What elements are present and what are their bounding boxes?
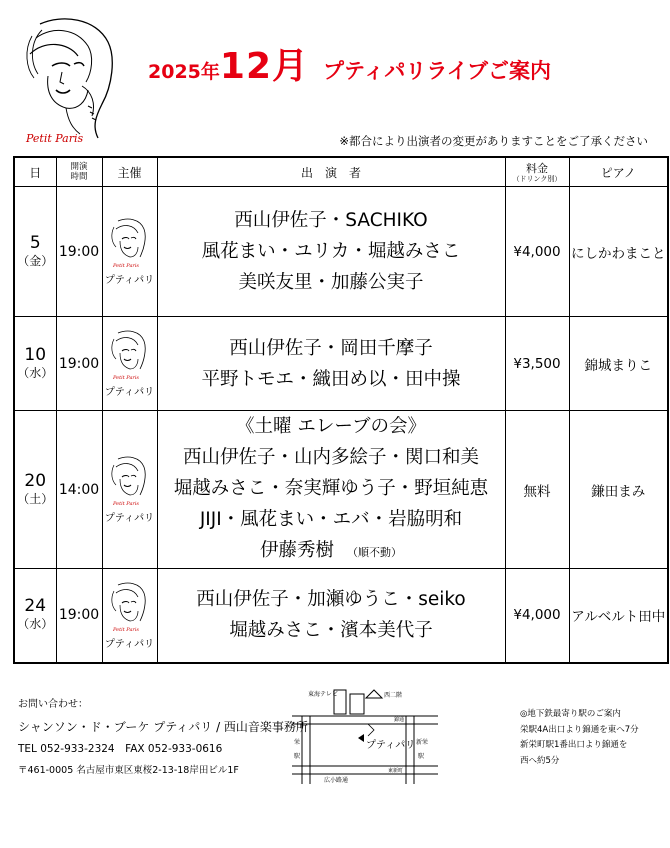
day-number: 20 xyxy=(24,470,47,491)
day-of-week: （水） xyxy=(17,365,54,380)
access-info xyxy=(520,707,639,769)
host-name: プティパリ xyxy=(104,387,155,398)
host-cell xyxy=(102,187,157,317)
host-logo-icon xyxy=(110,217,150,269)
performer-line: 堀越みさこ・濱本美代子 xyxy=(229,620,433,642)
performer-line: 伊藤秀樹 （順不動） xyxy=(259,540,403,561)
performer-line: 西山伊佐子・加瀬ゆうこ・seiko xyxy=(196,589,466,611)
performer-line: JIJI・風花まい・エバ・岩脇明和 xyxy=(199,509,463,530)
header-performers: 出 演 者 xyxy=(157,157,505,187)
start-time: 14:00 xyxy=(56,411,102,569)
performer-note: （順不動） xyxy=(352,546,403,559)
fee-cell: ¥4,000 xyxy=(505,187,569,317)
performers-cell xyxy=(157,569,505,663)
performer-line: 西山伊佐子・岡田千摩子 xyxy=(229,337,433,359)
change-notice: ※都合により出演者の変更がありますことをご了承ください xyxy=(339,134,648,148)
map-hiro-label: 広小路通 xyxy=(324,777,349,784)
heading-title: プティパリライブご案内 xyxy=(323,59,552,83)
fee-cell: ¥3,500 xyxy=(505,317,569,411)
contact-label: お問い合わせ： xyxy=(18,699,88,710)
host-cell xyxy=(102,569,157,663)
table-row xyxy=(14,317,668,411)
map-tv-label: 東海テレビ xyxy=(308,691,338,698)
performer-line: 美咲友里・加藤公実子 xyxy=(238,272,424,293)
performer-line: 風花まい・ユリカ・堀越みさこ xyxy=(201,241,461,262)
table-header-row xyxy=(14,157,668,187)
day-cell xyxy=(14,187,56,317)
map-nishi-label: 西二階 xyxy=(384,692,403,699)
page-heading xyxy=(148,38,551,89)
host-logo-icon xyxy=(110,581,150,633)
access-line: ◎地下鉄最寄り駅のご案内 xyxy=(520,709,621,719)
day-number: 10 xyxy=(24,344,47,365)
day-number: 5 xyxy=(29,232,41,253)
day-number: 24 xyxy=(24,596,47,617)
performer-line: 西山伊佐子・SACHIKO xyxy=(234,210,428,231)
svg-text:Petit Paris: Petit Paris xyxy=(26,132,84,145)
map-shinsakae-label: 新栄 xyxy=(416,739,429,746)
host-logo-icon xyxy=(110,455,150,507)
header-host: 主催 xyxy=(102,157,157,187)
start-time: 19:00 xyxy=(56,317,102,411)
access-line: 新栄町駅1番出口より錦通を xyxy=(520,740,628,750)
day-of-week: （水） xyxy=(17,617,54,632)
svg-text:Petit Paris: Petit Paris xyxy=(112,263,139,269)
host-cell xyxy=(102,411,157,569)
access-map xyxy=(288,688,438,784)
contact-phone: TEL 052-933-2324 FAX 052-933-0616 xyxy=(18,743,223,755)
map-shop-label: プティパリ xyxy=(366,740,416,751)
map-sakae-eki-label: 駅 xyxy=(294,753,301,760)
map-sakae-label: 栄 xyxy=(294,739,301,746)
schedule-table xyxy=(13,156,669,664)
host-name: プティパリ xyxy=(104,275,155,286)
start-time: 19:00 xyxy=(56,187,102,317)
pianist-cell: 鎌田まみ xyxy=(569,411,668,569)
heading-year: 2025年 xyxy=(148,61,220,83)
fee-cell: ¥4,000 xyxy=(505,569,569,663)
header-fee: 料金 （ドリンク別） xyxy=(505,157,569,187)
access-line: 西へ約5分 xyxy=(520,755,560,766)
svg-text:Petit Paris: Petit Paris xyxy=(112,626,139,633)
performer-line: 西山伊佐子・山内多絵子・関口和美 xyxy=(182,447,479,468)
performers-cell xyxy=(157,317,505,411)
map-shinsakae-eki-label: 駅 xyxy=(418,753,425,760)
contact-name: シャンソン・ド・ブーケ プティパリ / 西山音楽事務所 xyxy=(18,720,308,734)
pianist-cell: にしかわまこと xyxy=(569,187,668,317)
performer-line: 平野トモエ・織田め以・田中操 xyxy=(201,368,461,390)
table-row xyxy=(14,411,668,569)
day-of-week: （金） xyxy=(17,253,54,268)
contact-block xyxy=(18,694,308,782)
host-logo-icon xyxy=(110,329,150,381)
performers-cell xyxy=(157,187,505,317)
access-line: 栄駅4A出口より錦通を東へ7分 xyxy=(520,724,639,735)
day-cell xyxy=(14,317,56,411)
host-name: プティパリ xyxy=(104,638,155,650)
day-of-week: （土） xyxy=(17,491,54,506)
host-cell xyxy=(102,317,157,411)
pianist-cell: アルベルト田中 xyxy=(569,569,668,663)
start-time: 19:00 xyxy=(56,569,102,663)
day-cell xyxy=(14,569,56,663)
contact-address: 〒461-0005 名古屋市東区東桜2-13-18岸田ビル1F xyxy=(18,765,239,776)
table-row xyxy=(14,569,668,663)
header-piano: ピアノ xyxy=(569,157,668,187)
heading-month: 12月 xyxy=(219,46,309,87)
performer-line: 《土曜 エレーブの会》 xyxy=(236,416,426,437)
petit-paris-logo xyxy=(22,16,126,148)
map-kinjo-label: 錦通 xyxy=(394,717,405,723)
performers-cell xyxy=(157,411,505,569)
map-east-label: 東新町 xyxy=(388,768,404,774)
fee-cell: 無料 xyxy=(505,411,569,569)
table-row xyxy=(14,187,668,317)
header-day: 日 xyxy=(14,157,56,187)
svg-text:Petit Paris: Petit Paris xyxy=(112,375,139,381)
pianist-cell: 錦城まりこ xyxy=(569,317,668,411)
header-time: 開演 時間 xyxy=(56,157,102,187)
host-name: プティパリ xyxy=(104,513,155,524)
performer-line: 堀越みさこ・奈実輝ゆう子・野垣純恵 xyxy=(173,478,489,499)
svg-text:Petit Paris: Petit Paris xyxy=(112,501,139,507)
day-cell xyxy=(14,411,56,569)
